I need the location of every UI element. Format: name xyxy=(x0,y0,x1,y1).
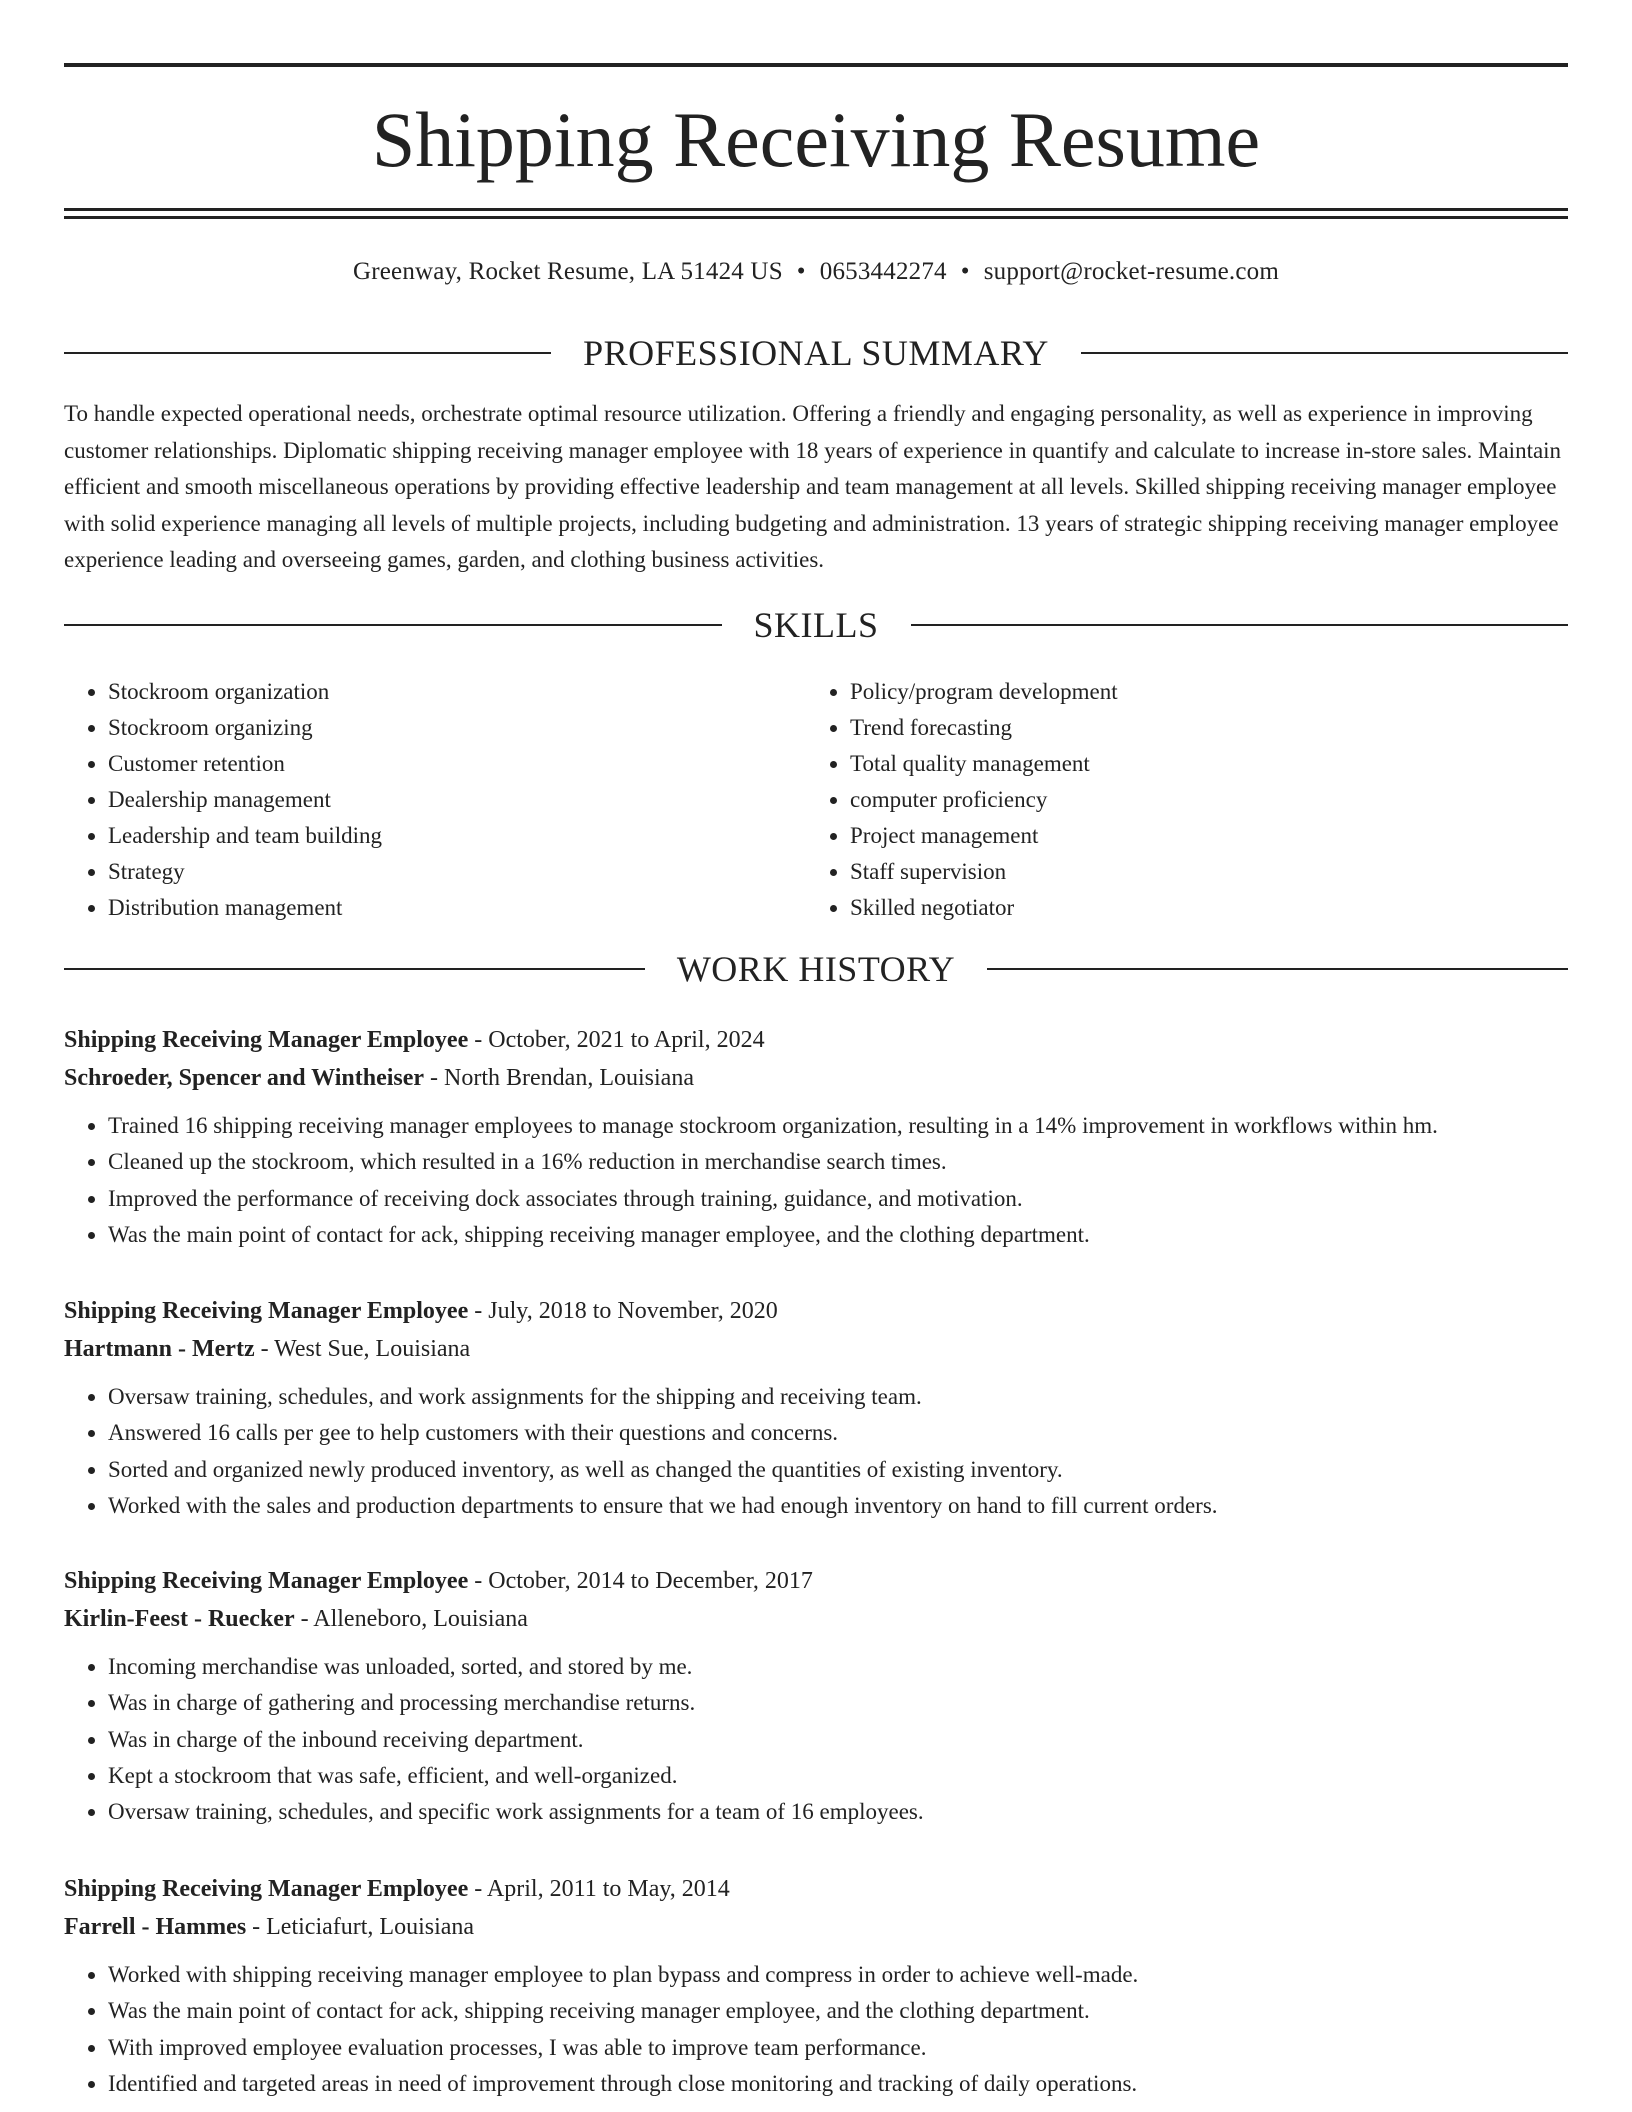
job-entry xyxy=(64,1292,1568,1524)
job-role: Shipping Receiving Manager Employee xyxy=(64,1298,469,1324)
contact-line xyxy=(64,252,1568,292)
section-title: PROFESSIONAL SUMMARY xyxy=(583,333,1049,373)
job-bullets xyxy=(64,1957,1568,2102)
skill-item: • Customer retention xyxy=(108,746,808,782)
job-bullet: • Kept a stockroom that was safe, efficient, and well-organized. xyxy=(108,1758,1568,1794)
contact-separator: • xyxy=(960,258,970,285)
heading-rule xyxy=(64,352,551,354)
job-bullet: • Was in charge of the inbound receiving department. xyxy=(108,1722,1568,1758)
job-title-line xyxy=(64,1562,1568,1600)
job-bullet: • Was the main point of contact for ack, shipping receiving manager employee, and the clothing department. xyxy=(108,1217,1568,1253)
job-bullet: • Improved the performance of receiving dock associates through training, guidance, and motivation. xyxy=(108,1181,1568,1217)
job-bullet: • Was in charge of gathering and processing merchandise returns. xyxy=(108,1685,1568,1721)
job-entry xyxy=(64,1021,1568,1253)
job-role: Shipping Receiving Manager Employee xyxy=(64,1568,469,1594)
heading-rule xyxy=(64,968,645,970)
job-company: Schroeder, Spencer and Wintheiser xyxy=(64,1065,425,1091)
job-company-line xyxy=(64,1600,1568,1638)
job-title-line xyxy=(64,1870,1568,1908)
contact-email: support@rocket-resume.com xyxy=(983,258,1279,285)
resume-title: Shipping Receiving Resume xyxy=(371,96,1261,183)
job-bullet: • Cleaned up the stockroom, which resulted in a 16% reduction in merchandise search times. xyxy=(108,1144,1568,1180)
job-bullet: • Oversaw training, schedules, and work assignments for the shipping and receiving team. xyxy=(108,1379,1568,1415)
skills-column-right xyxy=(806,674,1550,926)
job-bullet: • Worked with shipping receiving manager employee to plan bypass and compress in order to achieve well-made. xyxy=(108,1957,1568,1993)
job-company-line xyxy=(64,1059,1568,1097)
skill-item: • computer proficiency xyxy=(850,782,1550,818)
skill-item: • Staff supervision xyxy=(850,854,1550,890)
skill-item: • Trend forecasting xyxy=(850,710,1550,746)
job-bullet: • Trained 16 shipping receiving manager employees to manage stockroom organization, resulting in a 14% improvement in workflows within hm. xyxy=(108,1108,1568,1144)
top-rule xyxy=(64,63,1568,67)
section-heading-summary xyxy=(64,330,1568,376)
skill-item: • Strategy xyxy=(108,854,808,890)
heading-rule xyxy=(1081,352,1568,354)
job-role: Shipping Receiving Manager Employee xyxy=(64,1027,469,1053)
job-bullet: • Worked with the sales and production departments to ensure that we had enough inventory on hand to fill current orders. xyxy=(108,1488,1568,1524)
summary-paragraph: To handle expected operational needs, orchestrate optimal resource utilization. Offering a friendly and engaging personality, as well as experience in improving customer relationships. Diplomatic shipping receiving manager employee with 18 years of experience in quantify and calculate to increase in-store sales. Maintain efficient and smooth miscellaneous operations by providing effective leadership and team management at all levels. Skilled shipping receiving manager employee with solid experience managing all levels of multiple projects, including budgeting and administration. 13 years of strategic shipping receiving manager employee experience leading and overseeing games, garden, and clothing business activities. xyxy=(64,401,1562,572)
skill-item: • Policy/program development xyxy=(850,674,1550,710)
skill-item: • Skilled negotiator xyxy=(850,890,1550,926)
job-bullets xyxy=(64,1649,1568,1830)
skill-item: • Leadership and team building xyxy=(108,818,808,854)
contact-phone: 0653442274 xyxy=(819,258,947,285)
contact-address: Greenway, Rocket Resume, LA 51424 US xyxy=(352,258,783,285)
job-company-line xyxy=(64,1908,1568,1946)
job-company: Farrell - Hammes xyxy=(64,1914,247,1940)
job-company-line xyxy=(64,1330,1568,1368)
job-company: Hartmann - Mertz xyxy=(64,1336,255,1362)
job-title-line xyxy=(64,1021,1568,1059)
section-heading-skills xyxy=(64,602,1568,648)
job-bullet: • Oversaw training, schedules, and specific work assignments for a team of 16 employees. xyxy=(108,1794,1568,1830)
title-rule-upper xyxy=(64,208,1568,211)
job-role: Shipping Receiving Manager Employee xyxy=(64,1876,469,1902)
job-dates: - October, 2014 to December, 2017 xyxy=(468,1568,813,1594)
title-rule-lower xyxy=(64,216,1568,219)
heading-rule xyxy=(911,624,1569,626)
skill-item: • Dealership management xyxy=(108,782,808,818)
job-entry xyxy=(64,1562,1568,1830)
section-title: SKILLS xyxy=(753,605,879,645)
skills-column-left xyxy=(64,674,808,926)
job-bullets xyxy=(64,1108,1568,1253)
job-location: - West Sue, Louisiana xyxy=(254,1336,471,1362)
skill-item: • Stockroom organizing xyxy=(108,710,808,746)
job-location: - Alleneboro, Louisiana xyxy=(294,1606,528,1632)
job-bullet: • Was the main point of contact for ack, shipping receiving manager employee, and the clothing department. xyxy=(108,1993,1568,2029)
skill-item: • Distribution management xyxy=(108,890,808,926)
section-heading-work-history xyxy=(64,946,1568,992)
job-bullet: • With improved employee evaluation processes, I was able to improve team performance. xyxy=(108,2030,1568,2066)
job-location: - Leticiafurt, Louisiana xyxy=(246,1914,475,1940)
job-bullet: • Incoming merchandise was unloaded, sorted, and stored by me. xyxy=(108,1649,1568,1685)
section-title: WORK HISTORY xyxy=(676,949,956,989)
heading-rule xyxy=(987,968,1568,970)
job-bullet: • Identified and targeted areas in need of improvement through close monitoring and tracking of daily operations. xyxy=(108,2066,1568,2102)
job-bullets xyxy=(64,1379,1568,1524)
job-dates: - April, 2011 to May, 2014 xyxy=(468,1876,730,1902)
skill-item: • Project management xyxy=(850,818,1550,854)
job-dates: - October, 2021 to April, 2024 xyxy=(468,1027,765,1053)
job-entry xyxy=(64,1870,1568,2102)
skill-item: • Total quality management xyxy=(850,746,1550,782)
job-location: - North Brendan, Louisiana xyxy=(424,1065,694,1091)
heading-rule xyxy=(64,624,722,626)
job-company: Kirlin-Feest - Ruecker xyxy=(64,1606,295,1632)
contact-separator: • xyxy=(796,258,806,285)
job-bullet: • Sorted and organized newly produced inventory, as well as changed the quantities of existing inventory. xyxy=(108,1452,1568,1488)
job-title-line xyxy=(64,1292,1568,1330)
skill-item: • Stockroom organization xyxy=(108,674,808,710)
job-bullet: • Answered 16 calls per gee to help customers with their questions and concerns. xyxy=(108,1415,1568,1451)
job-dates: - July, 2018 to November, 2020 xyxy=(468,1298,778,1324)
